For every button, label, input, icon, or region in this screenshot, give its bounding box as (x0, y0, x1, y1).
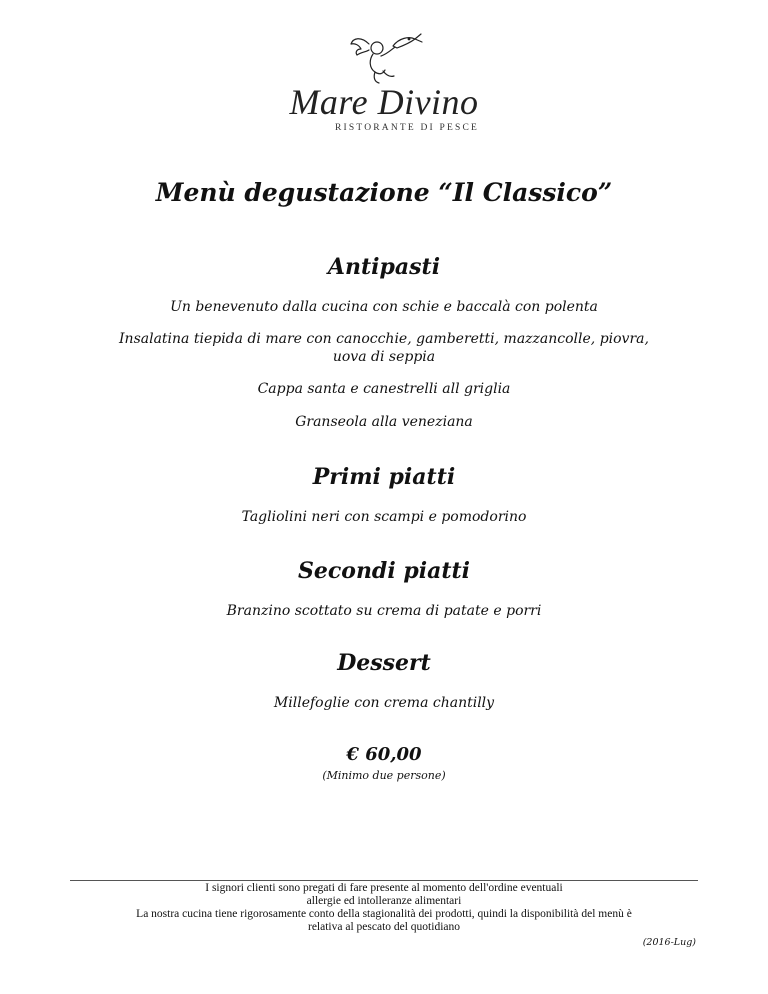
dish-item: Granseola alla veneziana (295, 414, 473, 430)
footer-line: relativa al pescato del quotidiano (308, 921, 460, 933)
section-title-primi: Primi piatti (312, 464, 456, 490)
price-note: (Minimo due persone) (322, 769, 446, 782)
section-title-secondi: Secondi piatti (297, 558, 471, 584)
cherub-fish-icon (339, 30, 429, 86)
dish-item: Un benevenuto dalla cucina con schie e baccalà con polenta (170, 299, 598, 315)
footer-line: allergie ed intolleranze alimentari (306, 895, 462, 907)
restaurant-logo (0, 30, 768, 134)
dish-item: Tagliolini neri con scampi e pomodorino (241, 509, 527, 525)
menu-version-code: (2016-Lug) (642, 937, 696, 948)
dish-item: Insalatina tiepida di mare con canocchie, gamberetti, mazzancolle, piovra, uova di seppia (119, 331, 649, 365)
footer-line: I signori clienti sono pregati di fare presente al momento dell'ordine eventuali (205, 882, 563, 894)
logo-subtitle: RISTORANTE DI PESCE (334, 123, 480, 133)
logo-name: Mare Divino (289, 82, 479, 122)
dish-item: Cappa santa e canestrelli all griglia (257, 381, 511, 397)
footer-divider (70, 880, 698, 881)
footer-line: La nostra cucina tiene rigorosamente conto della stagionalità dei prodotti, quindi la disponibilità del menù è (136, 908, 632, 920)
menu-price: € 60,00 (346, 744, 422, 765)
dish-item: Branzino scottato su crema di patate e porri (226, 603, 542, 619)
section-title-antipasti: Antipasti (327, 254, 441, 280)
dish-item: Millefoglie con crema chantilly (273, 695, 495, 711)
section-title-dessert: Dessert (337, 650, 431, 676)
menu-title: Menù degustazione “Il Classico” (155, 178, 613, 207)
footer-notice (40, 882, 728, 934)
